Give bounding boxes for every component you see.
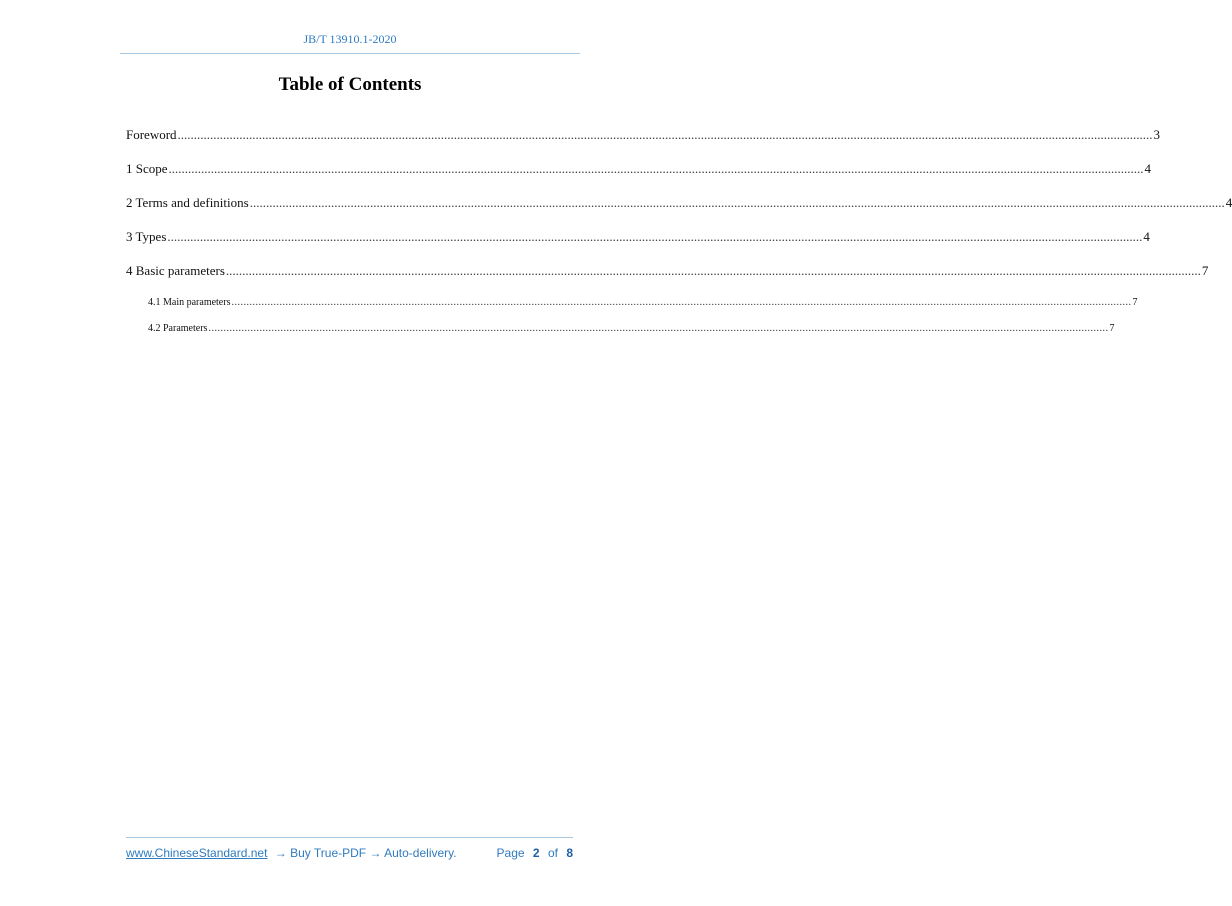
footer-divider xyxy=(126,837,573,838)
toc-entry-basic-parameters[interactable] xyxy=(126,263,1209,297)
toc-entry-parameters[interactable] xyxy=(126,323,1115,349)
toc-entry-types[interactable] xyxy=(126,229,1150,263)
toc-entry-label: 4 Basic parameters xyxy=(126,263,225,278)
site-link[interactable]: www.ChineseStandard.net xyxy=(126,846,268,860)
total-pages-number: 8 xyxy=(566,846,573,860)
toc-entry-page: 7 xyxy=(1109,323,1115,334)
current-page-number: 2 xyxy=(532,846,540,860)
toc-entry-label: 4.1 Main parameters xyxy=(148,297,231,308)
toc-entry-page: 4 xyxy=(1144,161,1152,176)
footer-tagline: → Buy True-PDF → Auto-delivery. xyxy=(274,846,457,860)
toc-entry-page: 3 xyxy=(1153,127,1161,142)
toc-entry-page: 4 xyxy=(1143,229,1150,244)
footer-promo xyxy=(126,846,457,860)
page-footer xyxy=(126,846,573,860)
toc-entry-label: 1 Scope xyxy=(126,161,168,176)
toc-entry-label: 2 Terms and definitions xyxy=(126,195,249,210)
toc-entry-scope[interactable] xyxy=(126,161,1152,195)
toc-title: Table of Contents xyxy=(278,74,422,95)
toc-entry-label: Foreword xyxy=(126,127,177,142)
of-word: of xyxy=(547,846,558,860)
toc-dot-leader: ............................................................................................................................................................................................................................................................................................................ xyxy=(225,263,1201,278)
toc-entry-main-parameters[interactable] xyxy=(126,297,1138,323)
toc-entry-page: 7 xyxy=(1132,297,1138,308)
table-of-contents xyxy=(126,127,1232,349)
toc-dot-leader: ............................................................................................................................................................................................................................................................................................................ xyxy=(249,195,1225,210)
toc-dot-leader: ............................................................................................................................................................................................................................................................................................................ xyxy=(167,229,1143,244)
toc-dot-leader: ............................................................................................................................................................................................................................................................................................................ xyxy=(208,323,1109,334)
toc-dot-leader: ............................................................................................................................................................................................................................................................................................................ xyxy=(168,161,1144,176)
toc-entry-page: 7 xyxy=(1201,263,1209,278)
header-divider xyxy=(120,53,580,54)
toc-entry-terms-and-definitions[interactable] xyxy=(126,195,1232,229)
document-code-header: JB/T 13910.1-2020 xyxy=(303,32,397,46)
toc-entry-label: 3 Types xyxy=(126,229,167,244)
page-word: Page xyxy=(496,846,525,860)
toc-dot-leader: ............................................................................................................................................................................................................................................................................................................ xyxy=(177,127,1153,142)
toc-entry-foreword[interactable] xyxy=(126,127,1161,161)
toc-dot-leader: ............................................................................................................................................................................................................................................................................................................ xyxy=(231,297,1132,308)
toc-entry-page: 4 xyxy=(1225,195,1232,210)
page-indicator xyxy=(492,846,573,860)
toc-entry-label: 4.2 Parameters xyxy=(148,323,208,334)
